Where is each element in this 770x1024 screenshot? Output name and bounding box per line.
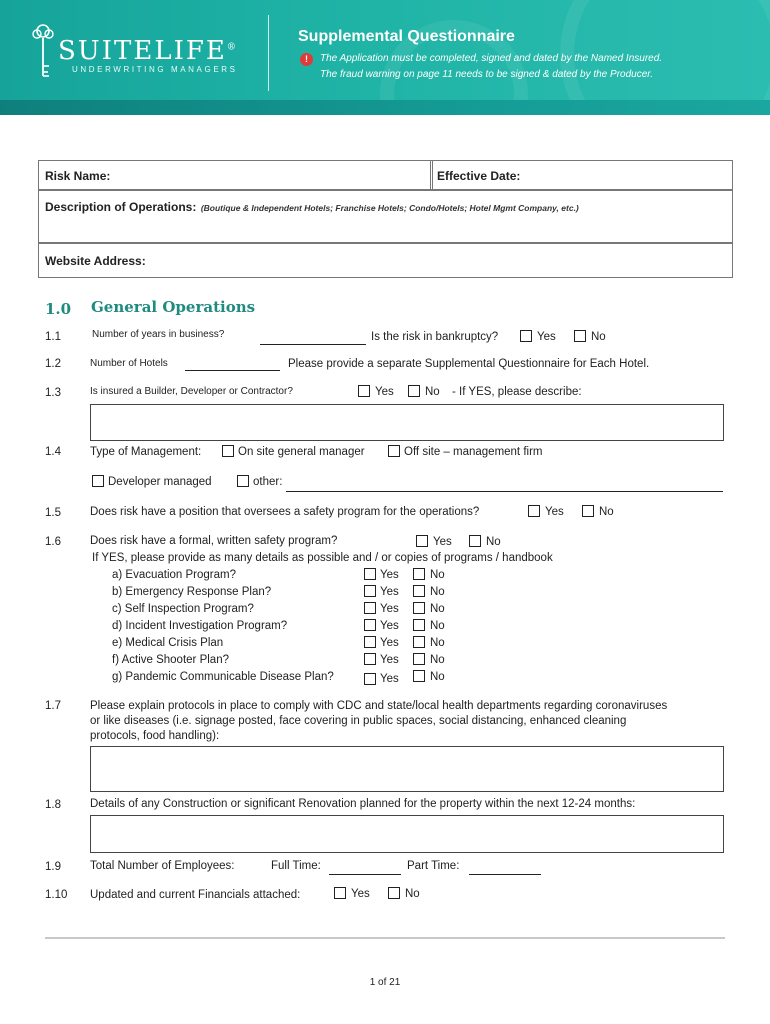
page-title: Supplemental Questionnaire <box>298 28 515 45</box>
program-no-checkbox[interactable] <box>413 568 425 580</box>
q-number: 1.6 <box>45 536 61 548</box>
description-hint: (Boutique & Independent Hotels; Franchise Hotels; Condo/Hotels; Hotel Mgmt Company, etc.) <box>200 203 579 213</box>
builder-description-textarea[interactable] <box>90 404 724 441</box>
safety-position-yes-checkbox[interactable] <box>528 505 540 517</box>
program-yes-checkbox[interactable] <box>364 673 376 685</box>
cdc-protocols-line-2: or like diseases (i.e. signage posted, face covering in public spaces, social distancing, enhanced cleaning <box>90 715 627 727</box>
risk-name-label: Risk Name: <box>45 169 111 183</box>
q-number: 1.2 <box>45 358 61 370</box>
q-number: 1.4 <box>45 446 61 458</box>
notice-line-2: The fraud warning on page 11 needs to be signed & dated by the Producer. <box>320 69 654 80</box>
description-label-group <box>45 198 579 216</box>
separate-questionnaire-note: Please provide a separate Supplemental Questionnaire for Each Hotel. <box>288 358 650 370</box>
program-yes-checkbox[interactable] <box>364 585 376 597</box>
program-no-checkbox[interactable] <box>413 619 425 631</box>
developer-managed-label: Developer managed <box>108 476 212 488</box>
yes-label: Yes <box>380 637 399 649</box>
effective-date-cell[interactable] <box>430 160 733 191</box>
construction-renovation-question: Details of any Construction or significant Renovation planned for the property within the next 12-24 months: <box>90 798 636 810</box>
cdc-protocols-textarea[interactable] <box>90 746 724 792</box>
number-of-hotels-label: Number of Hotels <box>90 358 168 369</box>
q-number: 1.8 <box>45 799 61 811</box>
construction-details-textarea[interactable] <box>90 815 724 853</box>
no-label: No <box>430 620 445 632</box>
yes-label: Yes <box>380 603 399 615</box>
program-no-checkbox[interactable] <box>413 636 425 648</box>
program-no-checkbox[interactable] <box>413 653 425 665</box>
safety-position-question: Does risk have a position that oversees a safety program for the operations? <box>90 506 480 518</box>
yes-label: Yes <box>380 620 399 632</box>
yes-label: Yes <box>375 386 394 398</box>
program-no-checkbox[interactable] <box>413 602 425 614</box>
onsite-manager-label: On site general manager <box>238 446 365 458</box>
safety-position-no-checkbox[interactable] <box>582 505 594 517</box>
yes-label: Yes <box>380 673 399 685</box>
safety-program-yes-checkbox[interactable] <box>416 535 428 547</box>
q-number: 1.3 <box>45 387 61 399</box>
program-item-label: g) Pandemic Communicable Disease Plan? <box>112 671 334 683</box>
financials-no-checkbox[interactable] <box>388 887 400 899</box>
full-time-field[interactable] <box>329 874 401 875</box>
program-item-label: b) Emergency Response Plan? <box>112 586 272 598</box>
financials-attached-label: Updated and current Financials attached: <box>90 889 301 901</box>
part-time-label: Part Time: <box>407 860 460 872</box>
no-label: No <box>599 506 614 518</box>
if-yes-describe-label: - If YES, please describe: <box>452 386 582 398</box>
website-cell[interactable] <box>38 242 733 278</box>
header-banner <box>0 0 770 115</box>
program-item-label: a) Evacuation Program? <box>112 569 237 581</box>
total-employees-label: Total Number of Employees: <box>90 860 235 872</box>
brand-logo-text: SUITELIFE® <box>58 36 238 66</box>
description-cell[interactable] <box>38 189 733 244</box>
other-label: other: <box>253 476 283 488</box>
no-label: No <box>430 569 445 581</box>
years-in-business-label: Number of years in business? <box>92 329 225 340</box>
header-divider <box>268 15 269 91</box>
description-label: Description of Operations: <box>45 200 197 214</box>
safety-program-no-checkbox[interactable] <box>469 535 481 547</box>
brand-tagline: UNDERWRITING MANAGERS <box>72 65 238 74</box>
section-number: 1.0 <box>45 300 72 318</box>
yes-label: Yes <box>380 569 399 581</box>
program-item-label: c) Self Inspection Program? <box>112 603 254 615</box>
financials-yes-checkbox[interactable] <box>334 887 346 899</box>
yes-label: Yes <box>380 586 399 598</box>
footer-divider <box>45 937 725 939</box>
onsite-manager-checkbox[interactable] <box>222 445 234 457</box>
other-management-checkbox[interactable] <box>237 475 249 487</box>
program-item-label: e) Medical Crisis Plan <box>112 637 224 649</box>
section-title: General Operations <box>91 298 256 316</box>
years-in-business-field[interactable] <box>260 344 366 345</box>
no-label: No <box>430 671 445 683</box>
program-item-label: f) Active Shooter Plan? <box>112 654 229 666</box>
program-yes-checkbox[interactable] <box>364 636 376 648</box>
q-number: 1.5 <box>45 507 61 519</box>
program-yes-checkbox[interactable] <box>364 568 376 580</box>
no-label: No <box>430 586 445 598</box>
header-band <box>0 100 770 115</box>
builder-yes-checkbox[interactable] <box>358 385 370 397</box>
cdc-protocols-line-1: Please explain protocols in place to comply with CDC and state/local health departments regarding coronaviruses <box>90 700 668 712</box>
no-label: No <box>591 331 606 343</box>
builder-developer-label: Is insured a Builder, Developer or Contractor? <box>90 386 293 397</box>
yes-label: Yes <box>433 536 452 548</box>
bankruptcy-yes-checkbox[interactable] <box>520 330 532 342</box>
program-no-checkbox[interactable] <box>413 670 425 682</box>
management-type-label: Type of Management: <box>90 446 202 458</box>
warning-icon: ! <box>300 53 313 66</box>
risk-name-cell[interactable] <box>38 160 433 191</box>
yes-label: Yes <box>351 888 370 900</box>
developer-managed-checkbox[interactable] <box>92 475 104 487</box>
website-label: Website Address: <box>45 254 146 268</box>
offsite-firm-label: Off site – management firm <box>404 446 543 458</box>
no-label: No <box>486 536 501 548</box>
written-safety-program-question: Does risk have a formal, written safety program? <box>90 535 338 547</box>
program-item-label: d) Incident Investigation Program? <box>112 620 288 632</box>
page-number: 1 of 21 <box>369 977 401 988</box>
program-yes-checkbox[interactable] <box>364 653 376 665</box>
no-label: No <box>430 603 445 615</box>
no-label: No <box>425 386 440 398</box>
no-label: No <box>430 654 445 666</box>
effective-date-label: Effective Date: <box>437 169 521 183</box>
offsite-firm-checkbox[interactable] <box>388 445 400 457</box>
bankruptcy-no-checkbox[interactable] <box>574 330 586 342</box>
notice-line-1: The Application must be completed, signed and dated by the Named Insured. <box>320 53 663 64</box>
q-number: 1.10 <box>45 889 68 901</box>
yes-label: Yes <box>537 331 556 343</box>
program-yes-checkbox[interactable] <box>364 602 376 614</box>
cdc-protocols-line-3: protocols, food handling): <box>90 730 220 742</box>
no-label: No <box>430 637 445 649</box>
key-logo-icon <box>32 22 54 80</box>
yes-label: Yes <box>380 654 399 666</box>
no-label: No <box>405 888 420 900</box>
yes-label: Yes <box>545 506 564 518</box>
part-time-field[interactable] <box>469 874 541 875</box>
q-number: 1.7 <box>45 700 61 712</box>
bankruptcy-label: Is the risk in bankruptcy? <box>371 331 499 343</box>
q-number: 1.9 <box>45 861 61 873</box>
number-of-hotels-field[interactable] <box>185 370 280 371</box>
q-number: 1.1 <box>45 331 61 343</box>
other-management-field[interactable] <box>286 491 723 492</box>
program-details-note: If YES, please provide as many details as possible and / or copies of programs / handbook <box>92 552 553 564</box>
builder-no-checkbox[interactable] <box>408 385 420 397</box>
program-no-checkbox[interactable] <box>413 585 425 597</box>
full-time-label: Full Time: <box>271 860 321 872</box>
program-yes-checkbox[interactable] <box>364 619 376 631</box>
